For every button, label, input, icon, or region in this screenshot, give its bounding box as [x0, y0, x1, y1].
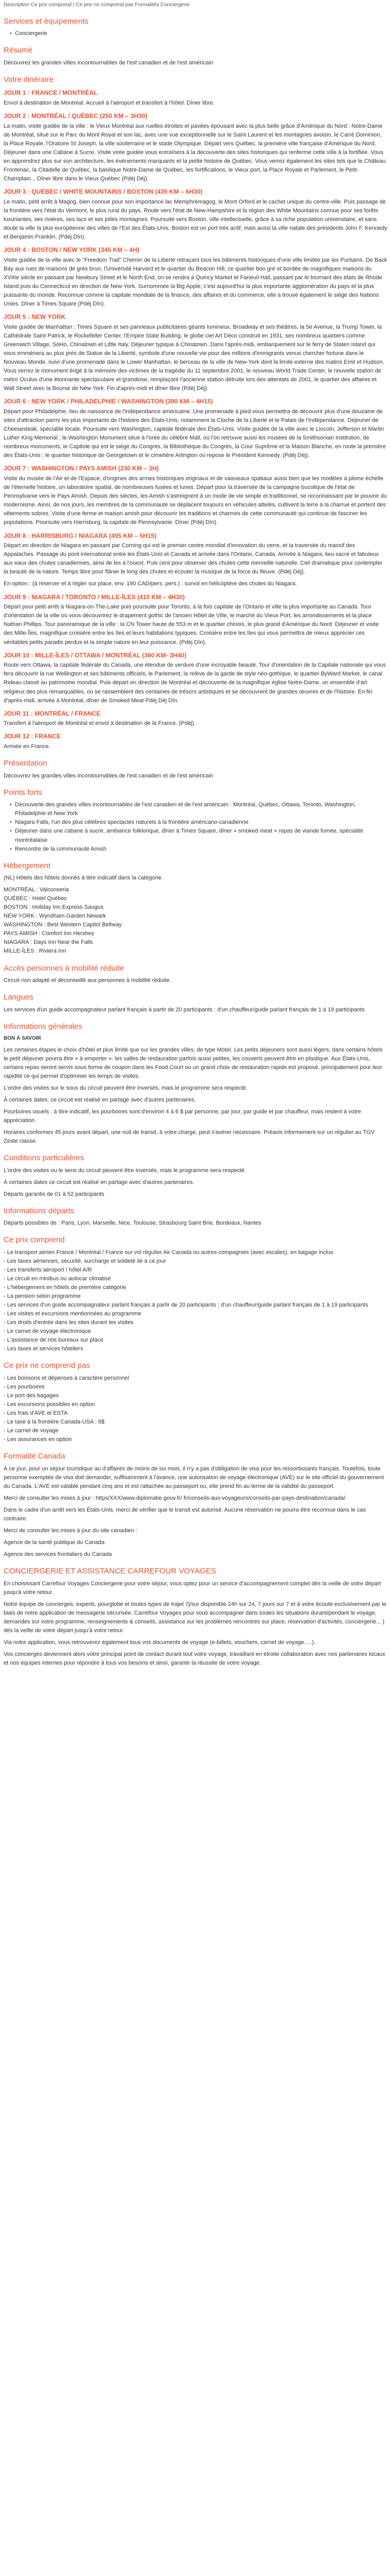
conditions-paragraph: L'ordre des visites ou le sens du circuit peuvent être inversés, mais le programme sera respecté.	[4, 1167, 246, 1174]
ne-comprend-line: - Les excursions possibles en option	[4, 1401, 95, 1408]
services-title: Services et équipements	[4, 16, 89, 26]
day-heading: JOUR 3 : QUÉBEC / WHITE MOUNTAINS / BOSTON (435 KM – 6H30)	[4, 188, 203, 196]
day-heading: JOUR 1 : FRANCE / MONTRÉAL	[4, 89, 98, 97]
departs-section	[4, 1206, 387, 1228]
infos-paragraph: Pourboires usuels : à titre indicatif, les pourboires sont d'environ 4 à 6 $ par personne, par jour, par guide et par chauffeur, mais restent à votre appréciation.	[4, 1108, 361, 1124]
formalite-link[interactable]: Merci de consulter les mises à jour : https/XXX/www.diplomatie.gouv.fr/ fr/conseils-aux-voyageurs/conseils-par-pays-destination/canada/	[4, 1495, 346, 1501]
formalite-paragraph: Merci de consulter les mises à jour du site canadien :	[4, 1528, 137, 1534]
hotel-line: QUÉBEC : Hotel Québec	[4, 895, 67, 902]
hotel-line: MONTRÉAL : Valconseria	[4, 887, 69, 893]
day-heading: JOUR 4 : BOSTON / NEW YORK (345 KM – 4H)	[4, 246, 139, 254]
presentation-section	[4, 758, 387, 781]
conditions-paragraph: Départs garantis de 01 à 52 participants	[4, 1191, 105, 1197]
ne-comprend-line: - Le taxe à la frontière Canada-USA : 6$	[4, 1419, 105, 1426]
conditions-section	[4, 1153, 387, 1199]
conditions-paragraph: À certaines dates ce circuit est réalisé en partage avec d'autres partenaires.	[4, 1179, 194, 1185]
ne-comprend-list	[4, 1374, 387, 1444]
hotel-line: NEW YORK : Wyndham Garden Newark	[4, 913, 106, 920]
day-text: Envol à destination de Montréal. Accueil à l'aéroport et transfert à l'hôtel. Dîner libre.	[4, 99, 215, 106]
acces-text: Circuit non adapté et déconseillé aux personnes à mobilité réduite.	[4, 977, 171, 984]
resume-text: Découvrez les grandes villes incontournables de l'est canadien et de l'est américain	[4, 59, 214, 66]
day-heading: JOUR 6 : NEW YORK / PHILADELPHIE / WASHINGTON (390 KM – 4H15)	[4, 398, 213, 405]
hotel-line: WASHINGTON : Best Western Capitol Beltway	[4, 922, 122, 928]
hotel-line: BOSTON : Holiday Inn Express Saugus	[4, 904, 104, 911]
ne-comprend-line: - Les boissons et dépenses à caractère personnel	[4, 1375, 129, 1381]
itinerary-section	[4, 75, 387, 752]
breadcrumb: Description Ce prix comprend / Ce prix ne comprend pas Formalités Conciergerie	[4, 2, 190, 8]
infos-paragraph: L'ordre des visites sur le sous du circuit peuvent être inversés, mais le programme sera respecté.	[4, 1084, 248, 1091]
conciergerie-paragraph: En choisissant Carrefour Voyages Conciergerie pour votre séjour, vous optez pour un service d'accompagnement complet dès la veille de votre départ jusqu'à votre retour.	[4, 1580, 381, 1596]
points-forts-item: • Niagara Falls, l'un des plus célèbres spectacles naturels à la frontière américano-canadienne	[10, 818, 387, 827]
day-text: Visite guidée de Manhattan : Times Square et ses panneaux publicitaires géants lumineux, Broadway et ses théâtres, la 5e Avenue, la Trump Tower, la Cathédrale Saint Patrick, le Rockefeller Center, l'Empire State Building, le globe ciel Art Déco construit en 1931, ses nombreux quartiers comme Greenwich Village, SoHo, Chinatown et Little Italy, Déjeuner typique à Chinatown. Dans l'après-midi, embarquement sur le ferry de Staten Island qui vous emmènera au plus près de Statue de la Liberté, symbole d'une nouvelle vie pour des millions d'immigrants venus chercher fortune dans le Nouveau Monde, suivi d'une promenade dans le Lower Manhattan, le berceau de la ville de New-York dont la limite externe des matins Emit et Hudson. Vous verrez le monument érigé à la mémoire des victimes de la tragédie du 11 septembre 2001, le nouveau World Trade Center, le nouvelle station de métro Oculus d'une étonnante spectaculaire et grandiose, remplaçant l'ancienne station détruite lors des attentats de 2001, le quartier des affaires et Wall Street avec la Bourse de New York. Fin d'après-midi et dîner libre (Pdéj Déj).	[4, 324, 384, 392]
langues-section	[4, 992, 387, 1014]
points-forts-item: • Rencontre de la communauté Amish	[10, 845, 387, 854]
comprend-line: - La pension selon programme	[4, 1293, 81, 1300]
conciergerie-title: CONCIERGERIE ET ASSISTANCE CARREFOUR VOYAGES	[4, 1567, 216, 1576]
ne-comprend-section	[4, 1361, 387, 1444]
formalite-paragraph: À ce jour, pour un séjour touristique au d'affaires de moins de six mois, il n'y a pas d'obligation de visa pour les ressortissants français. Toutefois, toute personne exemptée de visa doit demander, suffisamment à l'avance, une autorisation de voyage électronique (AVE) sur le site officiel du gouvernement du Canada. L'AVE est valable pendant cinq ans et est rattachée au passeport ou, elle prend fin au terme de la validité du passeport.	[4, 1465, 384, 1489]
infos-paragraph: À certaines dates, ce circuit est réalisé en partage avec d'autres partenaires.	[4, 1096, 196, 1103]
comprend-line: - Le carnet de voyage électronique	[4, 1328, 91, 1335]
conciergerie-paragraph: Vos concierges deviennent alors votre principal point de contact durant tout votre voyage, travaillant en étroite collaboration avec nos partenaires locaux et nos équipes internes pour répondre à tous vos besoins et ainsi, garantir la réussite de votre voyage.	[4, 1651, 385, 1667]
points-forts-item: • Déjeuner dans une cabane à sucre, ambiance folklorique, dîner à Times Square, dîner « smoked meat » repas de viande fumée, spécialité montréalaise	[10, 827, 387, 844]
comprend-line: - L'assistance de nos bureaux sur place	[4, 1337, 104, 1344]
formalite-paragraph: Dans le cadre d'un arrêt vers les États-Unis, merci de vérifier que le transit est autorisé. Aucune réservation ne pourra être reconnue dans le cas contraire.	[4, 1506, 366, 1522]
day-text: Arrivée en France.	[4, 743, 51, 750]
services-section	[4, 16, 387, 39]
hotel-line: NIAGARA : Days Inn Near the Falls	[4, 939, 93, 946]
hebergement-section	[4, 861, 387, 956]
presentation-text: Découvrez les grandes villes incontournables de l'est canadien et de l'est américain	[4, 772, 214, 779]
resume-title: Résumé	[4, 46, 32, 55]
departs-title: Informations départs	[4, 1206, 74, 1215]
acces-title: Accès personnes à mobilité réduite	[4, 963, 124, 973]
conciergerie-paragraph: Notre équipe de concierges, experts, pourglobe et toutes types de trajet 7j/sur disponible 24h sur 24, 7 jours sur 7 et à votre écoute exclusivement par le biais de notre application de messagerie sécurisée. Carrefour Voyages pour vous accompagner dans toutes les situations durant/pendant le voyage, demandes sur votre programme, renseignements & conseils, assistance sur les problèmes rencontrés sur place, réservation d'activités, conciergerie... ) dès la veille de votre départ jusqu'à votre retour.	[4, 1601, 386, 1634]
ne-comprend-line: - Le port des bagages	[4, 1392, 59, 1399]
comprend-line: - Les taxes et services hôteliers	[4, 1346, 84, 1352]
langues-text: Les services d'un guide accompagnateur parlant français à partir de 20 participants : d'un chauffeur/guide parlant français de 1 à 19 participants	[4, 1006, 365, 1013]
ne-comprend-line: - Les pourboires	[4, 1383, 45, 1390]
comprend-list	[4, 1248, 387, 1354]
day-heading: JOUR 12 : FRANCE	[4, 733, 61, 740]
day-heading: JOUR 8 : HARRISBURG / NIAGARA (495 KM – 5H15)	[4, 532, 157, 539]
comprend-line: - Les taxes aériennes, sécurité, surcharge et soldeté lié à ce jour	[4, 1258, 166, 1264]
hotel-line: PAYS AMISH : Comfort Inn Hershey	[4, 930, 94, 937]
comprend-title: Ce prix comprend	[4, 1235, 65, 1245]
comprend-line: - Les services d'un guide accompagnateur parlant français à partir de 20 participants ; d'un chauffeur/guide parlant français de 1 à 19 participants	[4, 1302, 368, 1309]
ne-comprend-title: Ce prix ne comprend pas	[4, 1361, 90, 1370]
infos-paragraph: Les certaines étapes le choix d'hôtel et plus limité que sur les grandes villes, de type Motel. Les petits déjeuners sont aussi légers, dans certains hôtels le petit déjeuner pourra être « à emporter ». les salles de restauration parfois aussi petites, les couverts peuvent être en plastique. Aux États-Unis, certains repas seront servis sous forme de coupon dans les Food Court ou un grand choix de restauration rapide est proposé, principalement pour leur rapidité ce qui permet d'optimiser les temps de visites.	[4, 1046, 383, 1079]
comprend-line: - Le transport aérien France / Montréal / France sur vol régulier Air Canada ou autres compagnies (avec escales), en bagage inclus	[4, 1249, 333, 1256]
day-heading: JOUR 10 : MILLE-ÎLES / OTTAWA / MONTRÉAL (360 KM- 3H40)	[4, 651, 187, 659]
day-option-text: En option : (à réserver et à régler sur place, env. 190 CAD/pers. pers.) : survol en hélicoptère des chutes du Niagara.	[4, 581, 297, 587]
formalite-link[interactable]: Agence de la santé publique du Canada	[4, 1539, 105, 1546]
comprend-line: - Les transferts aéroport / hôtel A/R	[4, 1266, 92, 1273]
comprend-line: - L'hébergement en hôtels de première catégorie	[4, 1284, 126, 1291]
ne-comprend-line: - Le carnet de voyage	[4, 1428, 59, 1434]
day-heading: JOUR 5 : NEW YORK	[4, 313, 66, 321]
day-heading: JOUR 2 : MONTRÉAL / QUÉBEC (250 KM – 3H30)	[4, 112, 148, 120]
day-heading: JOUR 7 : WASHINGTON / PAYS AMISH (230 KM – 3H)	[4, 465, 159, 472]
infos-greeting: BON À SAVOIR	[4, 1036, 41, 1042]
services-item: • Conciergerie	[10, 29, 387, 38]
day-text: Départ pour petit arrêt à Niagara-on-The-Lake puis poursuite pour Toronto, à la fois capitale de l'Ontario et ville la plus importante au Canada. Tour d'orientation de la ville où vous découvrirez le drapement gothic de l'ancien Hôtel de Ville, le marché du Vieux Port, les arrondissements et la place Nathan Phillips. Tour panoramique de la ville : la CN Tower haute de 553 m et le quartier chinois, le plus grand d'Amérique du Nord. Déjeuner et visite des Mille-Îles, magnifique croisière entre les îles et leurs habitations typiques. Croisière entre les îles qui vous permettra de mieux apprécier ces véritables petits paradis perdus et la simple nature en leur puissance. (Pdéj Dîn).	[4, 604, 379, 646]
day-text: Départ en direction de Niagara en passant par Corning qui est le premier centre mondial d'innovation du verre, et la traversée du massif des Appalaches. Passage du pont international entre les États-Unis et Canada et arrivée dans l'Ontario, Canada. Arrivée à Niagara, lieu sacré et fabuleux aux eaux des chutes canadiennes, ainsi de les à l'ouest. Puis cent pour observer des chutes cette merveille naturelle. Ciel dramatique pour contempler la beauté de la nature. Temps libre pour flâner le long des chutes et écouter la musique de la force du fleuve. (Pdéj Déj).	[4, 543, 383, 575]
acces-section	[4, 963, 387, 986]
day-text: Route vers Ottawa, la capitale fédérale du Canada, une étendue de verdure d'une incroyable beauté. Tour d'orientation de la Capitale nationale qui vous fera découvrir la rue Wellington et ses bâtiments officiels, le Parlement, la relève de la garde de style néo-gothique, le quartier ByWard Market, le canal Rideau classé au patrimoine mondial. Puis départ en direction de Montréal et découverte de la magnifique église Notre-Dame, un ensemble d'art religieux des plus remarquables, où se rassemblent des centaines de trésors artistiques et se découvrent de grandes œuvres et de l'histoire. En fin d'après-midi, arrivée à Montréal, dîner de Smoked Meat Pdéj Déj Dîn.	[4, 662, 386, 704]
day-text: Visite guidée de la ville avec le "Freedom Trail" Chemin de la Liberté retraçant tous les bâtiments historiques d'une ville limitée par les Puritains. De Back Bay aux rues de maisons de grès brun, l'Université Harvard et le quartier du Beacon Hill, ce quartier bon gré et bordée de magnifiques maisons du XVIIIe siècle en passant par Newbury Street et le North End, on se rendra à Quincy Market et Faneuil Hall, passant par le tournant des états de Rhode Island puis du Connecticut en direction de New-York. Surnommée la Big Apple, c'est aujourd'hui la plus importante agglomération du pays et la plus puissante du monde. Reconnue comme la capitale mondiale de la finance, des affaires et du commerce, elle a trouvé également le siège des Nations Unies. Dîner à Times Square (Pdéj Dîn).	[4, 257, 387, 308]
formalite-title: Formalité Canada	[4, 1452, 66, 1461]
comprend-section	[4, 1235, 387, 1353]
comprend-line: - Le circuit en minibus ou autocar climatisé	[4, 1275, 111, 1282]
points-forts-item: • Découverte des grandes villes incontournables de l'est canadien et de l'est américain : Montréal, Québec, Ottawa, Toronto, Washington, Philadelphie et New York	[10, 801, 387, 818]
presentation-title: Présentation	[4, 759, 47, 768]
services-list	[4, 29, 387, 38]
langues-title: Langues	[4, 993, 34, 1002]
day-heading: JOUR 11 : MONTRÉAL / FRANCE	[4, 709, 101, 717]
ne-comprend-line: - Les frais d'AVE et ESTA	[4, 1410, 68, 1417]
points-forts-title: Points forts	[4, 788, 43, 797]
points-forts-list	[4, 801, 387, 853]
infos-section	[4, 1022, 387, 1146]
day-heading: JOUR 9 : NIAGARA / TORONTO / MILLE-ÎLES (410 KM – 4H30)	[4, 593, 185, 601]
conciergerie-paragraph: Via notre application, vous retrouverez également tous vos documents de voyage (e-billets, vouchers, carnet de voyage, ...).	[4, 1639, 316, 1646]
departs-text: Départs possibles de : Paris, Lyon, Marseille, Nice, Toulouse, Strasbourg Saint Brie, Bordeaux, Nantes	[4, 1220, 262, 1227]
points-forts-section	[4, 788, 387, 854]
formalite-link[interactable]: Agence des services frontaliers du Canada	[4, 1551, 112, 1558]
comprend-line: - Les visites et excursions mentionnées au programme	[4, 1311, 141, 1317]
conditions-title: Conditions particulières	[4, 1154, 84, 1163]
hebergement-title: Hébergement	[4, 861, 51, 870]
day-text: La matin, visite guidée de la ville : le Vieux Montréal aux ruelles étroites et pavées épousant avec la plus belle grâce d'Amérique du Nord : Notre-Dame de Montréal, situé sur le Parc du Mont Royal et son lac, avec une vue exceptionnelle sur le Saint Laurent et les montagnes avoisin, le Carré Dominion, la Place Royale, l'Oratoire St Joseph, la ville souterraine et le stade Olympique. Départ vers Québec, la première ville française d'Amérique du Nord. Déjeuner dans une Cabane à Sucre. Visite virée guidée vous entraînera à la découverte des sites historiques qui renferme cette ville à la fortifiée. Vous en apprendrez plus sur son architecture, les événements marquants et la petite histoire de Québec. Vous verrez également les sites tels que le Château Frontenac, la Citadelle de Québec, la basilique Notre-Dame de Québec, les fortifications, le Vieux port, la Place Royale et Parlement, le Petit-Champlain... Dîner libre dans le Vieux Québec (Pdéj Déj).	[4, 123, 386, 182]
hebergement-intro: (NL) Hôtels des hôtels donnés à titre indicatif dans la catégorie.	[4, 875, 163, 882]
day-text: Visite du musée de l'Air et de l'Espace, d'origines des armes historiques originaux et de vaisseaux spatiaux aussi bien que les modèles à pleine échelle de l'éternelle histoire, un laboratoire spatial, de nombreuses fusées et lunes. Départ pour la traversée de la campagne bucolique de l'état de Pennsylvanie vers le Pays Amish. Depuis des siècles, les Amish s'astreignent à un mode de vie simple et traditionnel, se reconnaissant par le pouvoir du modernisme. Ainsi, de nos jours, les membres de la communauté se déplacent toujours en véhicules attelés, cultivent la terre à la charrue et portent des vêtements sobres. Visite d'une ferme et maison amish pour découvrir les traditions et charmes de cette communauté qui continue de fasciner les populations. Poursuite vers Harrisburg, la capitale de Pennsylvanie. Dîner (Pdéj Dîn).	[4, 476, 387, 526]
infos-paragraph: Horaires conformes 45 jours avant départ, une nuit de transit, à votre charge, peut s'avérer nécessaire. Préavis informement sur un régulier au TGV Zeste classe.	[4, 1129, 375, 1145]
hebergement-list	[4, 886, 387, 956]
itinerary-title: Votre itinéraire	[4, 75, 54, 84]
conciergerie-section	[4, 1566, 387, 1668]
hotel-line: MILLE-ÎLES : Riviera Inn	[4, 948, 67, 955]
infos-title: Informations générales	[4, 1022, 83, 1031]
formalite-section	[4, 1451, 387, 1559]
comprend-line: - Les droits d'entrée dans les sites durant les visites	[4, 1319, 134, 1326]
day-text: Transfert à l'aéroport de Montréal et envol à destination de la France. (Pdéj).	[4, 720, 196, 727]
day-text: Départ pour Philadelphie, lieu de naissance de l'indépendance américaine. Une promenade à pied vous permettra de découvrir plus d'une douzaine de sites d'attraction parmi les plus importants de l'histoire des États-Unis, notamment la Cloche de la Liberté et le Palais de l'Indépendance. Déjeuner de Cheesesteak, spécialité locale. Poursuite vers Washington, capitale fédérale des États-Unis. Visite guidée de la ville avec le Lincoln, Jefferson et Martin Luther King Memorial ; le Washington Monument situé à l'orée du célèbre Mall, où l'on retrouve aussi les musées de la Smithsonian Institution, de nombreux monuments, le Capitole qui est le siège du Congrès, la Bibliothèque du Congrès, la Cour Suprême et la Maison Blanche, en route la première des États-Unis ; le quartier historique de Georgetown et le cimetière Arlington où repose le Président Kennedy. (Pdéj Déj).	[4, 409, 386, 459]
ne-comprend-line: - Les assurances en option	[4, 1436, 72, 1443]
day-text: Le matin, petit arrêt à Magog, bien connue pour son importance lac Memphrémagog, le Mont Orford et le cachet unique du centre-ville. Puis passage de la frontière vers l'état du Vermont, le plus rural du pays. Route vers l'état de New-Hampshire et la région des White Mountains connue pour ses forêts luxuriantes, ses rivières, ses lacs et ses jolies montagnes. Poursuite vers Boston, ville intellectuelle, grâce à sa riche population universitaire, et sans doute la ville la plus européenne des villes de l'Est des États-Unis. Boston est un port très actif, mais aussi la ville natale des présidents John F. Kennedy et Benjamin Franklin. (Pdéj Dîn).	[4, 198, 387, 241]
resume-section	[4, 45, 387, 67]
